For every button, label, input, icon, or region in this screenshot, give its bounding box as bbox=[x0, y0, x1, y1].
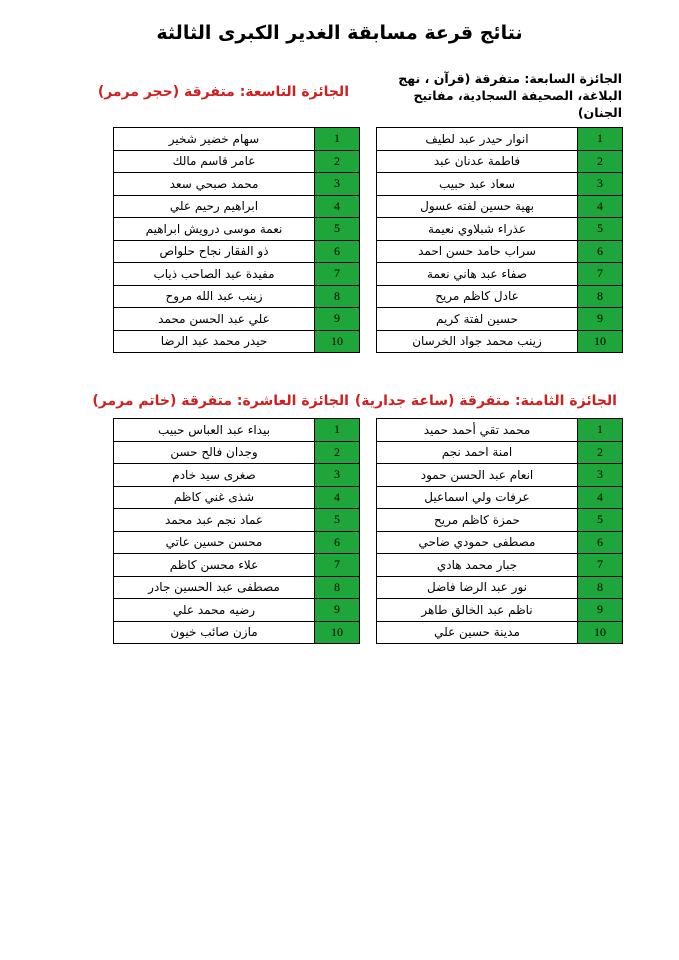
table-row bbox=[377, 531, 623, 554]
table-row bbox=[114, 509, 360, 532]
winner-name: عذراء شبلاوي نعيمة bbox=[377, 218, 578, 241]
table-row bbox=[114, 128, 360, 151]
rank-number: 5 bbox=[578, 218, 623, 241]
table-row bbox=[114, 218, 360, 241]
winner-name: مفيدة عبد الصاحب ذياب bbox=[114, 263, 315, 286]
rank-number: 4 bbox=[315, 486, 360, 509]
page-title: نتائج قرعة مسابقة الغدير الكبرى الثالثة bbox=[156, 22, 523, 44]
rank-number: 10 bbox=[578, 621, 623, 644]
winner-name: سعاد عبد حبيب bbox=[377, 173, 578, 196]
table-row bbox=[377, 464, 623, 487]
winner-name: رضيه محمد علي bbox=[114, 599, 315, 622]
table-row bbox=[377, 218, 623, 241]
table-row bbox=[377, 240, 623, 263]
rank-number: 5 bbox=[315, 509, 360, 532]
table-row bbox=[114, 599, 360, 622]
winner-name: نور عبد الرضا فاضل bbox=[377, 576, 578, 599]
winner-name: بيداء عبد العباس حبيب bbox=[114, 419, 315, 442]
rank-number: 6 bbox=[578, 240, 623, 263]
rank-number: 7 bbox=[315, 554, 360, 577]
rank-number: 2 bbox=[578, 441, 623, 464]
rank-number: 8 bbox=[315, 285, 360, 308]
rank-number: 4 bbox=[578, 486, 623, 509]
rank-number: 3 bbox=[578, 173, 623, 196]
rank-number: 6 bbox=[578, 531, 623, 554]
table-row bbox=[377, 173, 623, 196]
winner-name: علي عبد الحسن محمد bbox=[114, 308, 315, 331]
rank-number: 8 bbox=[578, 576, 623, 599]
rank-number: 1 bbox=[315, 128, 360, 151]
rank-number: 2 bbox=[315, 441, 360, 464]
winner-name: محسن حسين عاتي bbox=[114, 531, 315, 554]
rank-number: 9 bbox=[315, 308, 360, 331]
table-row bbox=[114, 531, 360, 554]
table-row bbox=[114, 621, 360, 644]
winner-name: بهية حسين لفته عسول bbox=[377, 195, 578, 218]
winner-name: شذى غني كاظم bbox=[114, 486, 315, 509]
winner-name: عرفات ولي اسماعيل bbox=[377, 486, 578, 509]
rank-number: 10 bbox=[578, 330, 623, 353]
table-row bbox=[377, 285, 623, 308]
winner-name: مدينة حسين علي bbox=[377, 621, 578, 644]
prize-tenth-table bbox=[113, 418, 360, 644]
prize-title: الجائزة التاسعة: متفرقة (حجر مرمر) bbox=[97, 84, 349, 100]
table-row bbox=[377, 308, 623, 331]
rank-number: 1 bbox=[578, 419, 623, 442]
winner-name: صغرى سيد خادم bbox=[114, 464, 315, 487]
rank-number: 5 bbox=[578, 509, 623, 532]
winner-name: وجدان فالح حسن bbox=[114, 441, 315, 464]
prize-seventh-heading bbox=[377, 70, 622, 121]
prize-seventh-table bbox=[376, 127, 623, 353]
winner-name: امنة احمد نجم bbox=[377, 441, 578, 464]
rank-number: 2 bbox=[315, 150, 360, 173]
table-row bbox=[114, 576, 360, 599]
winner-name: انعام عبد الحسن حمود bbox=[377, 464, 578, 487]
table-row bbox=[114, 195, 360, 218]
rank-number: 3 bbox=[315, 173, 360, 196]
winner-name: محمد صبحي سعد bbox=[114, 173, 315, 196]
table-row bbox=[377, 263, 623, 286]
prize-title: الجائزة العاشرة: متفرقة (خاتم مرمر) bbox=[92, 393, 349, 409]
table-row bbox=[114, 464, 360, 487]
winner-name: ذو الفقار نجاح حلواص bbox=[114, 240, 315, 263]
table-row bbox=[114, 441, 360, 464]
table-row bbox=[114, 285, 360, 308]
winner-name: مصطفى عبد الحسين جادر bbox=[114, 576, 315, 599]
rank-number: 4 bbox=[578, 195, 623, 218]
table-row bbox=[377, 576, 623, 599]
winner-name: صفاء عبد هاني نعمة bbox=[377, 263, 578, 286]
table-row bbox=[114, 419, 360, 442]
table-row bbox=[377, 509, 623, 532]
prize-ninth-table bbox=[113, 127, 360, 353]
table-row bbox=[114, 263, 360, 286]
table-row bbox=[377, 486, 623, 509]
winner-name: عادل كاظم مريح bbox=[377, 285, 578, 308]
table-row bbox=[114, 330, 360, 353]
table-row bbox=[114, 486, 360, 509]
rank-number: 2 bbox=[578, 150, 623, 173]
prize-eighth-heading bbox=[354, 393, 617, 409]
table-row bbox=[114, 173, 360, 196]
table-row bbox=[377, 195, 623, 218]
winner-name: علاء محسن كاظم bbox=[114, 554, 315, 577]
rank-number: 1 bbox=[315, 419, 360, 442]
winner-name: حيدر محمد عبد الرضا bbox=[114, 330, 315, 353]
rank-number: 10 bbox=[315, 621, 360, 644]
winner-name: انوار حيدر عبد لطيف bbox=[377, 128, 578, 151]
prize-title: الجائزة السابعة: متفرقة (قرآن ، نهج البلاغة، الصحيفة السجادية، مفاتيح الجنان) bbox=[398, 71, 622, 120]
winner-name: مصطفى حمودي ضاحي bbox=[377, 531, 578, 554]
winner-name: حمزة كاظم مريح bbox=[377, 509, 578, 532]
table-row bbox=[377, 128, 623, 151]
winner-name: مازن صائب خيون bbox=[114, 621, 315, 644]
rank-number: 8 bbox=[578, 285, 623, 308]
table-row bbox=[377, 419, 623, 442]
prize-eighth-table bbox=[376, 418, 623, 644]
rank-number: 7 bbox=[578, 554, 623, 577]
winner-name: زينب محمد جواد الخرسان bbox=[377, 330, 578, 353]
rank-number: 9 bbox=[578, 308, 623, 331]
winner-name: ابراهيم رحيم علي bbox=[114, 195, 315, 218]
table-row bbox=[377, 554, 623, 577]
rank-number: 7 bbox=[578, 263, 623, 286]
table-row bbox=[377, 330, 623, 353]
winner-name: زينب عبد الله مروح bbox=[114, 285, 315, 308]
table-row bbox=[377, 599, 623, 622]
winner-name: حسين لفتة كريم bbox=[377, 308, 578, 331]
rank-number: 9 bbox=[315, 599, 360, 622]
prize-title: الجائزة الثامنة: متفرقة (ساعة جدارية) bbox=[354, 393, 617, 409]
table-row bbox=[114, 150, 360, 173]
winner-name: فاطمة عدنان عبد bbox=[377, 150, 578, 173]
winner-name: عامر قاسم مالك bbox=[114, 150, 315, 173]
rank-number: 8 bbox=[315, 576, 360, 599]
rank-number: 9 bbox=[578, 599, 623, 622]
rank-number: 5 bbox=[315, 218, 360, 241]
table-row bbox=[377, 150, 623, 173]
winner-name: عماد نجم عبد محمد bbox=[114, 509, 315, 532]
rank-number: 7 bbox=[315, 263, 360, 286]
table-row bbox=[114, 240, 360, 263]
rank-number: 10 bbox=[315, 330, 360, 353]
rank-number: 3 bbox=[578, 464, 623, 487]
winner-name: سراب حامد حسن احمد bbox=[377, 240, 578, 263]
table-row bbox=[114, 554, 360, 577]
winner-name: جبار محمد هادي bbox=[377, 554, 578, 577]
winner-name: محمد تقي أحمد حميد bbox=[377, 419, 578, 442]
table-row bbox=[377, 621, 623, 644]
rank-number: 6 bbox=[315, 531, 360, 554]
prize-tenth-heading bbox=[92, 393, 349, 409]
table-row bbox=[114, 308, 360, 331]
winner-name: سهام خضير شخير bbox=[114, 128, 315, 151]
rank-number: 4 bbox=[315, 195, 360, 218]
rank-number: 6 bbox=[315, 240, 360, 263]
table-row bbox=[377, 441, 623, 464]
rank-number: 1 bbox=[578, 128, 623, 151]
prize-ninth-heading bbox=[97, 84, 349, 100]
winner-name: ناظم عبد الخالق طاهر bbox=[377, 599, 578, 622]
winner-name: نعمة موسى درويش ابراهيم bbox=[114, 218, 315, 241]
rank-number: 3 bbox=[315, 464, 360, 487]
